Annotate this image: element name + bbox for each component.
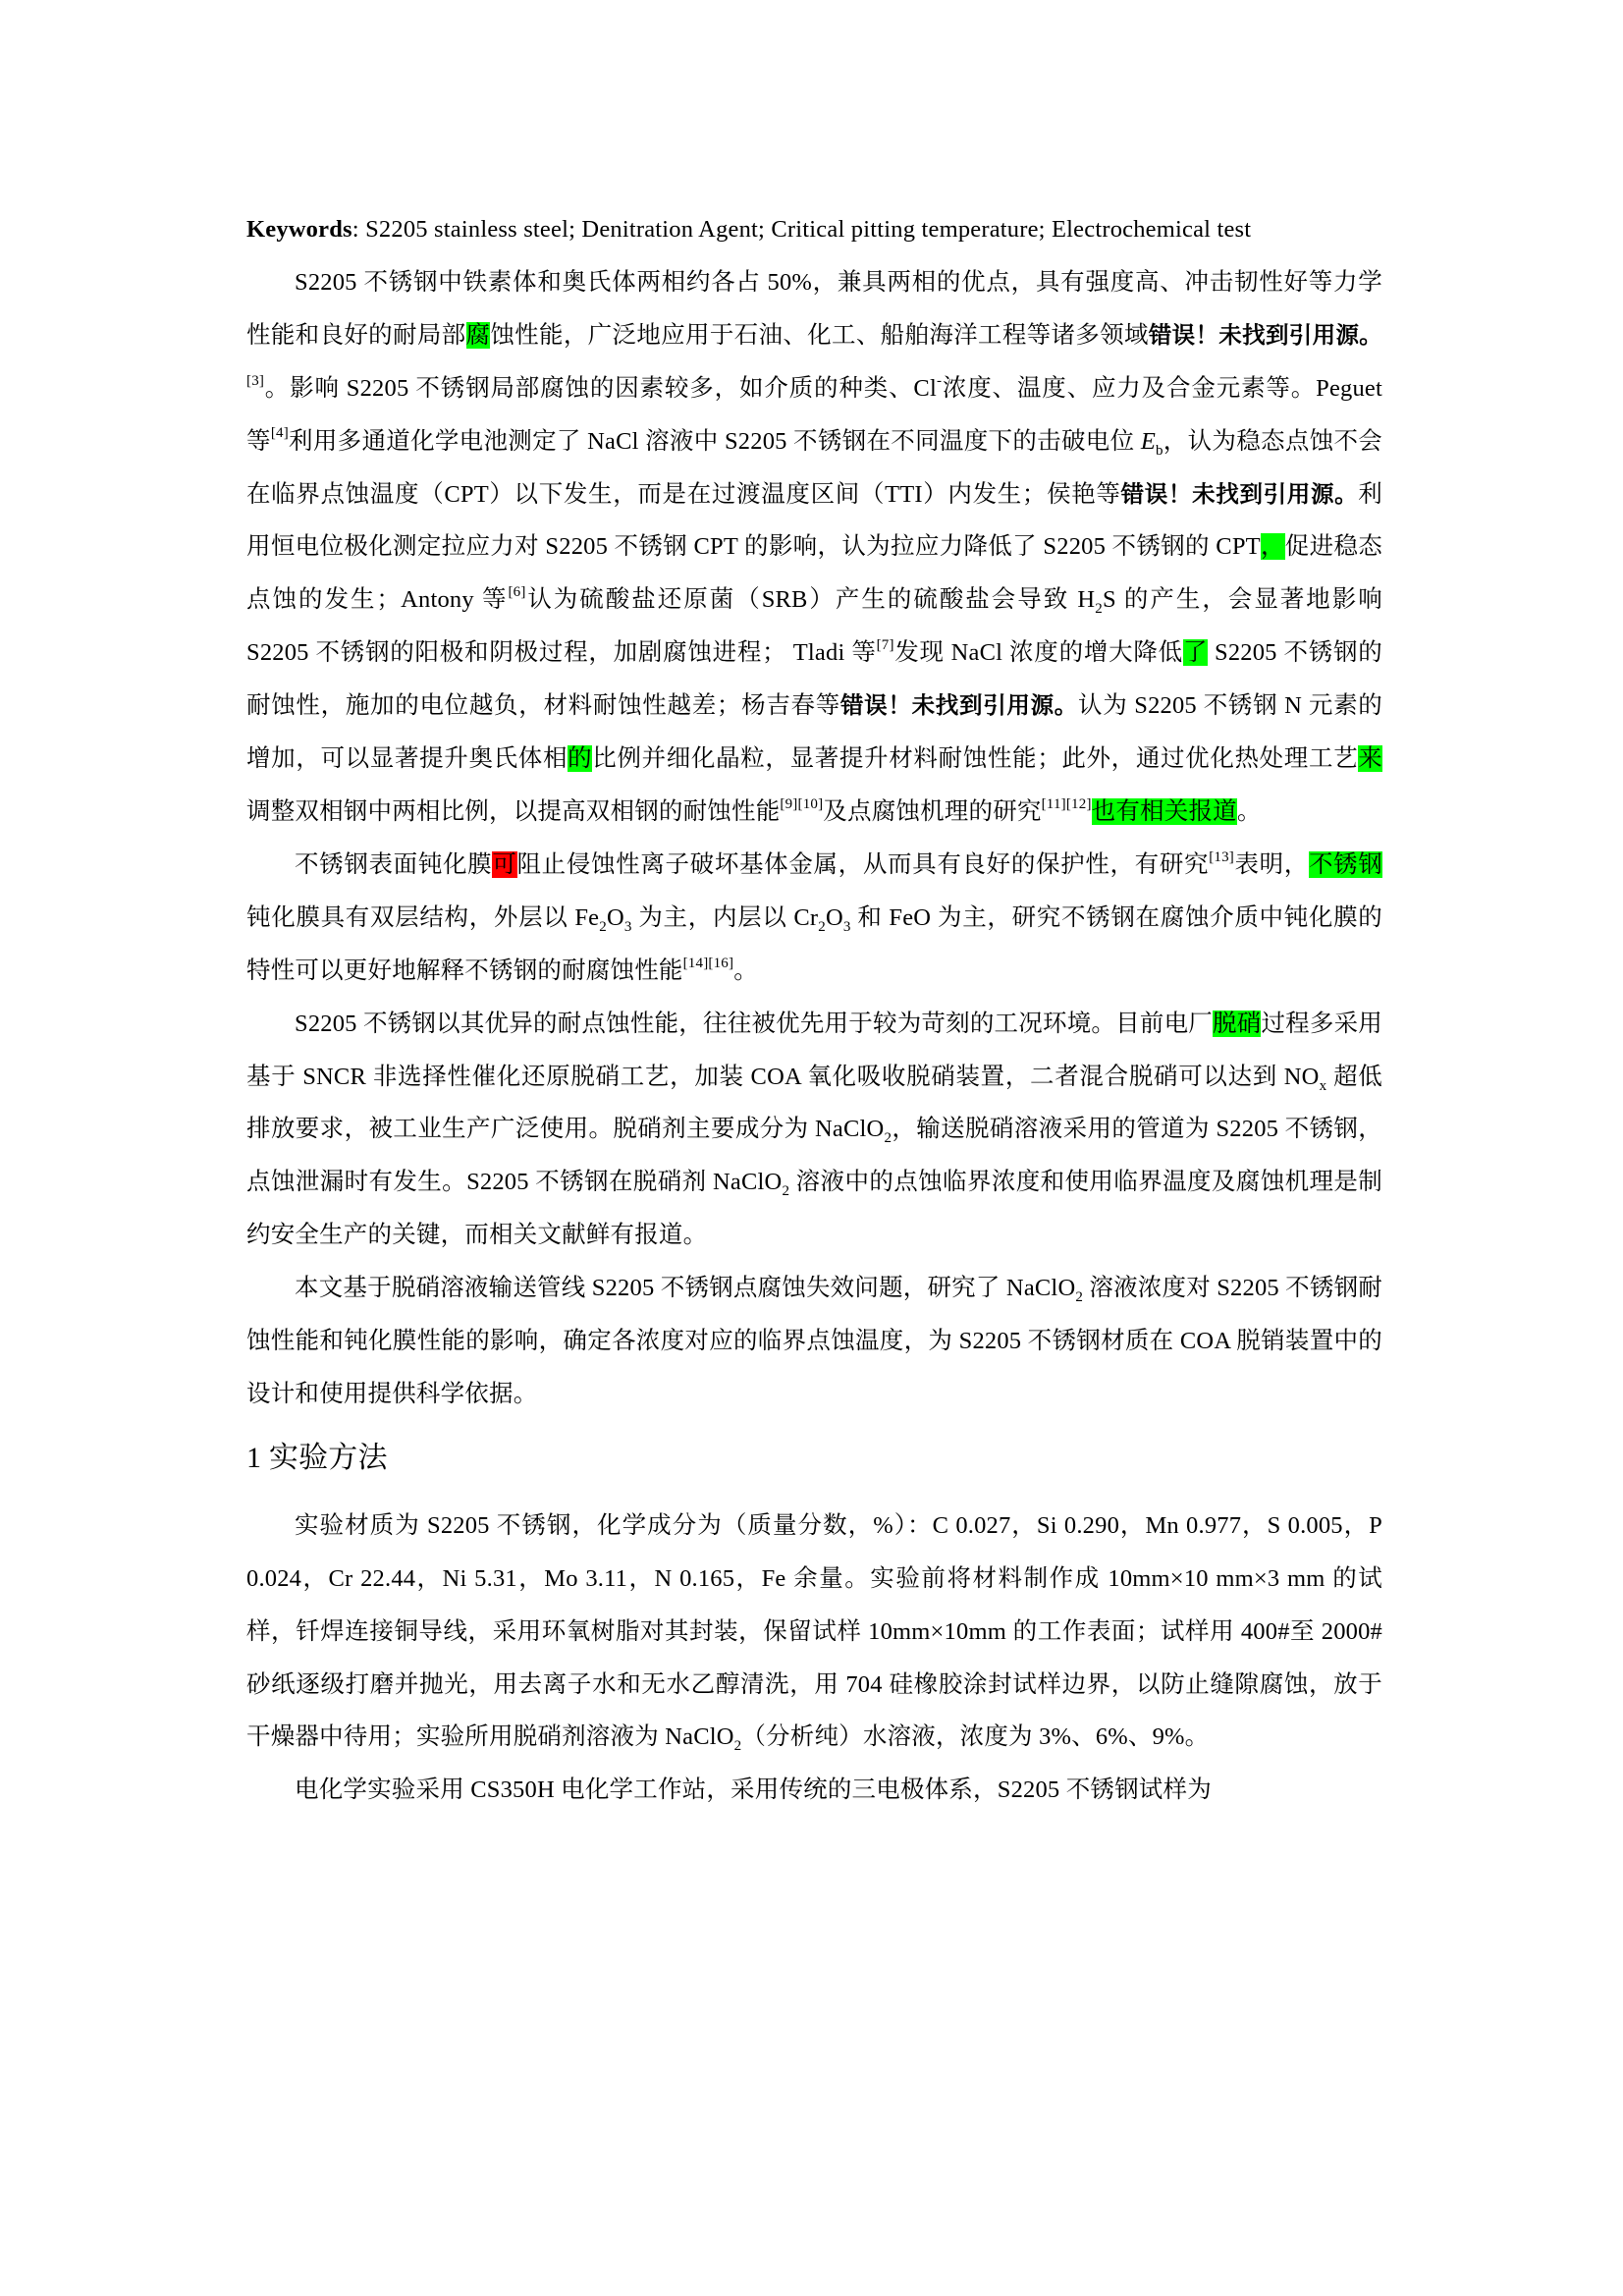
citation: [10]: [797, 795, 824, 812]
text-run: 溶液中的点蚀临界浓度和使用临界温度及腐蚀机理是制约安全生产的关键，而相关文献鲜有报道。: [246, 1169, 1382, 1249]
text-run: 蚀性能，广泛地应用于石油、化工、船舶海洋工程等诸多领域: [490, 321, 1149, 349]
highlight-green: 脱硝: [1213, 1010, 1262, 1037]
text-run: 及点腐蚀机理的研究: [823, 797, 1042, 825]
reference-error: 错误！未找到引用源。: [839, 691, 1079, 720]
paragraph-electrochem: [246, 1764, 1382, 1817]
text-run: 利用恒电位极化测定拉应力对 S2205 不锈钢 CPT 的影响，认为拉应力降低了 S2205 不锈钢的 CPT: [246, 480, 1382, 561]
subscript: 2: [733, 1738, 742, 1755]
citation: [6]: [508, 584, 526, 601]
text-run: 不锈钢表面钝化膜: [295, 850, 493, 878]
paragraph-materials: [246, 1500, 1382, 1765]
keywords-line: [246, 203, 1382, 256]
text-run: S2205 不锈钢中铁素体和奥氏体两相约各占 50%，兼具两相的优点，具有强度高、冲击韧性好等力学性能和良好的耐局部: [246, 268, 1382, 349]
text-run: ，认为稳态点蚀不会在临界点蚀温度（CPT）以下发生，而是在过渡温度区间（TTI）内发生；侯艳等: [246, 427, 1382, 508]
text-run: 电化学实验采用 CS350H 电化学工作站，采用传统的三电极体系，S2205 不锈钢试样为: [295, 1777, 1212, 1804]
text-run: O: [606, 903, 624, 931]
text-run: 认为硫酸盐还原菌（SRB）产生的硫酸盐会导致 H: [525, 586, 1096, 614]
citation: [3]: [246, 372, 265, 389]
symbol-e: E: [1140, 427, 1156, 455]
text-run: S 的产生，会显著地影响 S2205 不锈钢的阳极和阴极过程，加剧腐蚀进程； Tladi 等: [246, 586, 1382, 667]
text-run: 利用多通道化学电池测定了 NaCl 溶液中 S2205 不锈钢在不同温度下的击破电位: [288, 427, 1141, 455]
text-run: 。: [733, 957, 758, 984]
text-run: 促进稳态点蚀的发生；Antony 等: [246, 533, 1382, 614]
paragraph-passive-film: [246, 839, 1382, 998]
citation: [14]: [682, 955, 709, 971]
subscript: 2: [1095, 601, 1103, 618]
citation: [13]: [1209, 848, 1234, 865]
text-run: 本文基于脱硝溶液输送管线 S2205 不锈钢点腐蚀失效问题，研究了 NaClO: [295, 1275, 1076, 1302]
text-run: 发现 NaCl 浓度的增大降低: [893, 639, 1183, 667]
text-run: 超低排放要求，被工业生产广泛使用。脱硝剂主要成分为 NaClO: [246, 1063, 1382, 1143]
text-run: S2205 不锈钢以其优异的耐点蚀性能，往往被优先用于较为苛刻的工况环境。目前电厂: [295, 1010, 1213, 1037]
subscript: 3: [623, 918, 632, 935]
highlight-red: 可: [492, 850, 517, 878]
text-run: 为主，内层以 Cr: [631, 903, 819, 931]
reference-error: 错误！未找到引用源。: [1120, 479, 1359, 508]
subscript: x: [1319, 1077, 1327, 1094]
text-run: O: [825, 903, 843, 931]
highlight-green: 了: [1182, 639, 1209, 667]
text-run: 。影响 S2205 不锈钢局部腐蚀的因素较多，如介质的种类、Cl: [264, 374, 937, 402]
text-run: 。: [1236, 797, 1262, 825]
subscript: 2: [1075, 1289, 1084, 1306]
text-run: 比例并细化晶粒，显著提升材料耐蚀性能；此外，通过优化热处理工艺: [592, 745, 1359, 773]
text-run: 浓度、温度、应力及合金元素等。Peguet 等: [246, 374, 1383, 455]
citation: [4]: [270, 425, 289, 442]
text-run: （分析纯）水溶液，浓度为 3%、6%、9%。: [741, 1723, 1210, 1751]
keywords-label: Keywords: [246, 216, 352, 243]
citation: [9]: [780, 795, 798, 812]
text-run: 调整双相钢中两相比例，以提高双相钢的耐蚀性能: [246, 797, 781, 825]
text-run: 钝化膜具有双层结构，外层以 Fe: [246, 903, 600, 931]
subscript: 2: [884, 1130, 893, 1147]
paragraph-intro: [246, 256, 1382, 839]
subscript: 3: [842, 918, 851, 935]
text-run: 溶液浓度对 S2205 不锈钢耐蚀性能和钝化膜性能的影响，确定各浓度对应的临界点蚀温度，为 S2205 不锈钢材质在 COA 脱销装置中的设计和使用提供科学依据。: [246, 1275, 1382, 1407]
citation: [11][12]: [1041, 795, 1092, 812]
keywords-text: : S2205 stainless steel; Denitration Agent; Critical pitting temperature; Electrochemical test: [352, 216, 1252, 243]
highlight-green: 来: [1358, 745, 1382, 773]
paragraph-purpose: [246, 1262, 1382, 1421]
highlight-green: 腐: [465, 321, 491, 349]
paragraph-denitration: [246, 998, 1382, 1263]
highlight-green: ，: [1260, 533, 1285, 561]
text-run: S2205 不锈钢的耐蚀性，施加的电位越负，材料耐蚀性越差；杨吉春等: [246, 639, 1382, 720]
text-run: 认为 S2205 不锈钢 N 元素的增加，可以显著提升奥氏体相: [246, 692, 1382, 773]
section-heading: 1 实验方法: [246, 1441, 388, 1474]
subscript: 2: [818, 918, 826, 935]
subscript: 2: [599, 918, 607, 935]
text-run: 表明，: [1233, 850, 1309, 878]
text-run: 和 FeO 为主，研究不锈钢在腐蚀介质中钝化膜的特性可以更好地解释不锈钢的耐腐蚀性能: [246, 903, 1382, 984]
citation: [16]: [708, 955, 734, 971]
subscript: 2: [782, 1183, 790, 1200]
subscript: b: [1155, 442, 1163, 459]
highlight-green: 也有相关报道: [1091, 797, 1237, 825]
highlight-green: 不锈钢: [1308, 850, 1382, 878]
citation: [7]: [876, 637, 894, 654]
highlight-green: 的: [568, 745, 593, 773]
document-body: [246, 203, 1382, 1817]
text-run: 实验材质为 S2205 不锈钢，化学成分为（质量分数，%）：C 0.027，Si 0.290，Mn 0.977，S 0.005，P 0.024，Cr 22.44，Ni 5.31，Mo 3.11，N 0.165，Fe 余量。实验前将材料制作成 10mm×10 mm×3 mm 的试样，钎焊连接铜导线，采用环氧树脂对其封装，保留试样 10mm×10mm 的工作表面；试样用 400#至 2000#砂纸逐级打磨并抛光，用去离子水和无水乙醇清洗，用 704 硅橡胶涂封试样边界，以防止缝隙腐蚀，放于干燥器中待用；实验所用脱硝剂溶液为 NaClO: [246, 1511, 1382, 1751]
text-run: ，输送脱硝溶液采用的管道为 S2205 不锈钢，点蚀泄漏时有发生。S2205 不锈钢在脱硝剂 NaClO: [246, 1116, 1382, 1196]
text-run: 过程多采用基于 SNCR 非选择性催化还原脱硝工艺，加装 COA 氧化吸收脱硝装置，二者混合脱硝可以达到 NO: [246, 1010, 1382, 1090]
superscript: -: [936, 372, 943, 389]
reference-error: 错误！未找到引用源。: [1148, 320, 1383, 349]
text-run: 阻止侵蚀性离子破坏基体金属，从而具有良好的保护性，有研究: [516, 850, 1210, 878]
